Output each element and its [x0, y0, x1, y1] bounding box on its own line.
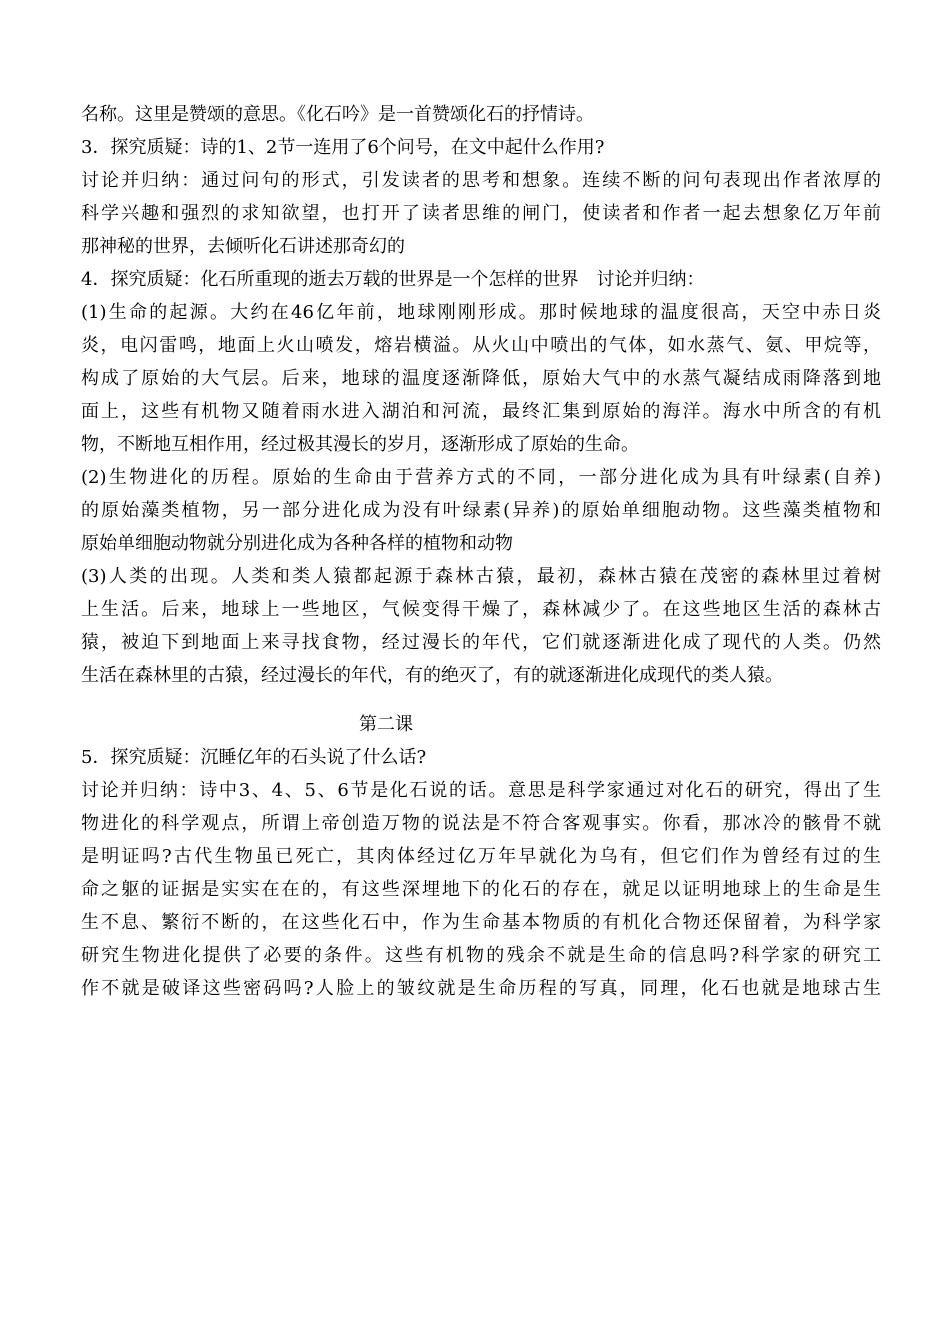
text-line: 讨论并归纳：诗中3、4、5、6节是化石说的话。意思是科学家通过对化石的研究，得出了生 — [81, 780, 881, 801]
text-line: 的原始藻类植物，另一部分进化成为没有叶绿素(异养)的原始单细胞动物。这些藻类植物和 — [81, 500, 881, 521]
section-gap — [81, 692, 881, 708]
question-3-line: 3．探究质疑：诗的1、2节一连用了6个问号，在文中起什么作用? — [81, 137, 605, 158]
text-line: 科学兴趣和强烈的求知欲望，也打开了读者思维的闸门，使读者和作者一起去想象亿万年前 — [81, 203, 881, 224]
text-line: (2)生物进化的历程。原始的生命由于营养方式的不同，一部分进化成为具有叶绿素(自养) — [81, 467, 881, 488]
document-page — [81, 98, 881, 1005]
text-line: 名称。这里是赞颂的意思。《化石吟》是一首赞颂化石的抒情诗。 — [81, 104, 594, 125]
text-line: 那神秘的世界，去倾听化石讲述那奇幻的 — [81, 236, 405, 257]
text-line: 是明证吗?古代生物虽已死亡，其肉体经过亿万年早就化为乌有，但它们作为曾经有过的生 — [81, 846, 881, 867]
text-line: 物进化的科学观点，所谓上帝创造万物的说法是不符合客观事实。你看，那冰冷的骸骨不就 — [81, 813, 881, 834]
question-5-line: 5．探究质疑：沉睡亿年的石头说了什么话? — [81, 747, 427, 768]
text-line: 原始单细胞动物就分别进化成为各种各样的植物和动物 — [81, 533, 513, 554]
text-line: 猿，被迫下到地面上来寻找食物，经过漫长的年代，它们就逐渐进化成了现代的人类。仍然 — [81, 632, 881, 653]
text-line: 构成了原始的大气层。后来，地球的温度逐渐降低，原始大气中的水蒸气凝结成雨降落到地 — [81, 368, 881, 389]
text-line: 命之躯的证据是实实在在的，有这些深埋地下的化石的存在，就足以证明地球上的生命是生 — [81, 879, 881, 900]
text-line: 讨论并归纳：通过问句的形式，引发读者的思考和想象。连续不断的问句表现出作者浓厚的 — [81, 170, 881, 191]
text-block-part1 — [81, 98, 881, 692]
text-block-part2 — [81, 741, 881, 1005]
text-line: 物，不断地互相作用，经过极其漫长的岁月，逐渐形成了原始的生命。 — [81, 434, 639, 455]
text-line: 生不息、繁衍不断的，在这些化石中，作为生命基本物质的有机化合物还保留着，为科学家 — [81, 912, 881, 933]
text-line: (1)生命的起源。大约在46亿年前，地球刚刚形成。那时候地球的温度很高，天空中赤日炎 — [81, 302, 881, 323]
text-line: 作不就是破译这些密码吗?人脸上的皱纹就是生命历程的写真，同理，化石也就是地球古生 — [81, 978, 881, 999]
text-line: 上生活。后来，地球上一些地区，气候变得干燥了，森林减少了。在这些地区生活的森林古 — [81, 599, 881, 620]
text-line: 面上，这些有机物又随着雨水进入湖泊和河流，最终汇集到原始的海洋。海水中所含的有机 — [81, 401, 881, 422]
text-line: 炎，电闪雷鸣，地面上火山喷发，熔岩横溢。从火山中喷出的气体，如水蒸气、氨、甲烷等， — [81, 335, 881, 356]
text-line: (3)人类的出现。人类和类人猿都起源于森林古猿，最初，森林古猿在茂密的森林里过着树 — [81, 566, 881, 587]
text-line: 研究生物进化提供了必要的条件。这些有机物的残余不就是生命的信息吗?科学家的研究工 — [81, 945, 881, 966]
text-line: 生活在森林里的古猿，经过漫长的年代，有的绝灭了，有的就逐渐进化成现代的类人猿。 — [81, 665, 783, 686]
section-heading: 第二课 — [359, 714, 413, 735]
question-4-line: 4．探究质疑：化石所重现的逝去万载的世界是一个怎样的世界 讨论并归纳： — [81, 269, 705, 290]
